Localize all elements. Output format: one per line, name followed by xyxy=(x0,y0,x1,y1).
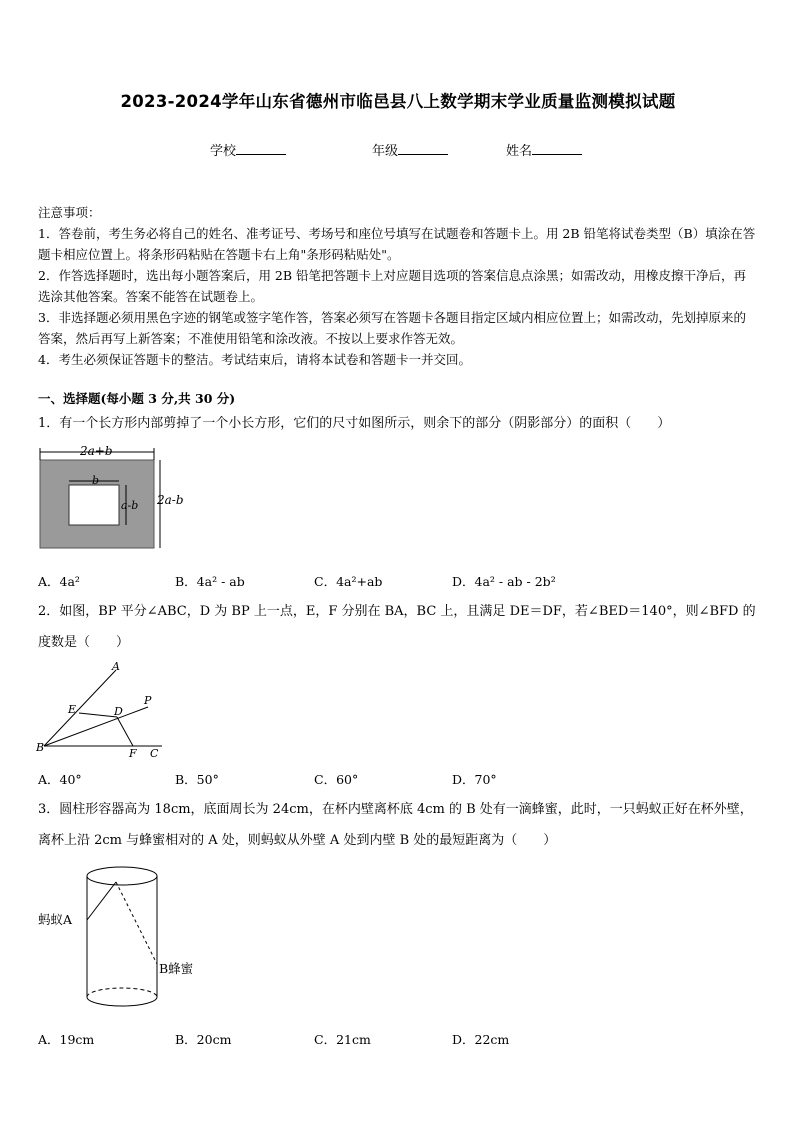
inner-width-label: b xyxy=(92,474,100,487)
note-item: 1．答卷前，考生务必将自己的姓名、准考证号、考场号和座位号填写在试题卷和答题卡上。用 2B 铅笔将试卷类型（B）填涂在答题卡相应位置上。将条形码粘贴在答题卡右上角"条形码粘贴处"。 xyxy=(38,226,756,262)
option-a[interactable]: A．19cm xyxy=(38,1032,95,1047)
point-label-b: B xyxy=(36,741,45,754)
school-field xyxy=(210,140,286,159)
option-a[interactable]: A．40° xyxy=(38,772,82,787)
section-heading: 一、选择题(每小题 3 分,共 30 分) xyxy=(38,391,236,406)
option-c[interactable]: C．21cm xyxy=(314,1032,371,1047)
notes-heading: 注意事项： xyxy=(38,205,101,220)
point-label-a: A xyxy=(112,662,120,673)
question-1-text: 1．有一个长方形内部剪掉了一个小长方形，它们的尺寸如图所示，则余下的部分（阴影部分）的面积（ ） xyxy=(38,416,671,431)
question-3-text: 3．圆柱形容器高为 18cm，底面周长为 24cm，在杯内壁离杯底 4cm 的 B 处有一滴蜂蜜，此时，一只蚂蚁正好在杯外壁，离杯上沿 2cm 与蜂蜜相对的 A 处，则蚂蚁从外壁 A 处到内壁 B 处的最短距离为（ ） xyxy=(38,802,753,848)
page-title: 2023-2024学年山东省德州市临邑县八上数学期末学业质量监测模拟试题 xyxy=(120,92,676,111)
point-label-e: E xyxy=(68,703,77,716)
ant-label: 蚂蚁A xyxy=(38,912,73,927)
question-2-figure xyxy=(36,662,196,762)
grade-label: 年级 xyxy=(372,144,399,159)
question-1-figure xyxy=(36,446,188,556)
grade-field xyxy=(372,140,448,159)
inner-height-label: a-b xyxy=(121,499,139,512)
option-d[interactable]: D．70° xyxy=(452,772,497,787)
grade-blank xyxy=(398,142,448,155)
point-label-c: C xyxy=(150,747,159,760)
school-blank xyxy=(236,142,286,155)
point-label-p: P xyxy=(144,694,152,707)
honey-label: B蜂蜜 xyxy=(159,961,194,976)
option-b[interactable]: B．4a² - ab xyxy=(175,574,245,589)
option-b[interactable]: B．20cm xyxy=(175,1032,232,1047)
option-a[interactable]: A．4a² xyxy=(38,574,80,589)
name-field xyxy=(506,140,582,159)
name-blank xyxy=(532,142,582,155)
question-2-text: 2．如图，BP 平分∠ABC，D 为 BP 上一点，E，F 分别在 BA，BC 上，且满足 DE＝DF，若∠BED＝140°，则∠BFD 的度数是（ ） xyxy=(38,604,756,650)
option-d[interactable]: D．22cm xyxy=(452,1032,510,1047)
option-c[interactable]: C．60° xyxy=(314,772,359,787)
question-3-figure xyxy=(38,860,218,1020)
name-label: 姓名 xyxy=(506,144,533,159)
point-label-d: D xyxy=(114,705,123,718)
school-label: 学校 xyxy=(210,144,237,159)
option-d[interactable]: D．4a² - ab - 2b² xyxy=(452,574,556,589)
outer-height-label: 2a-b xyxy=(157,493,184,507)
option-b[interactable]: B．50° xyxy=(175,772,219,787)
note-item: 4．考生必须保证答题卡的整洁。考试结束后，请将本试卷和答题卡一并交回。 xyxy=(38,352,471,367)
option-c[interactable]: C．4a²+ab xyxy=(314,574,383,589)
note-item: 2．作答选择题时，选出每小题答案后，用 2B 铅笔把答题卡上对应题目选项的答案信息点涂黑；如需改动，用橡皮擦干净后，再选涂其他答案。答案不能答在试题卷上。 xyxy=(38,268,747,304)
note-item: 3．非选择题必须用黑色字迹的钢笔或签字笔作答，答案必须写在答题卡各题目指定区域内相应位置上；如需改动，先划掉原来的答案，然后再写上新答案；不准使用铅笔和涂改液。不按以上要求作答无效。 xyxy=(38,310,746,346)
notes-block xyxy=(38,202,758,370)
point-label-f: F xyxy=(129,747,137,760)
outer-width-label: 2a+b xyxy=(80,446,113,458)
